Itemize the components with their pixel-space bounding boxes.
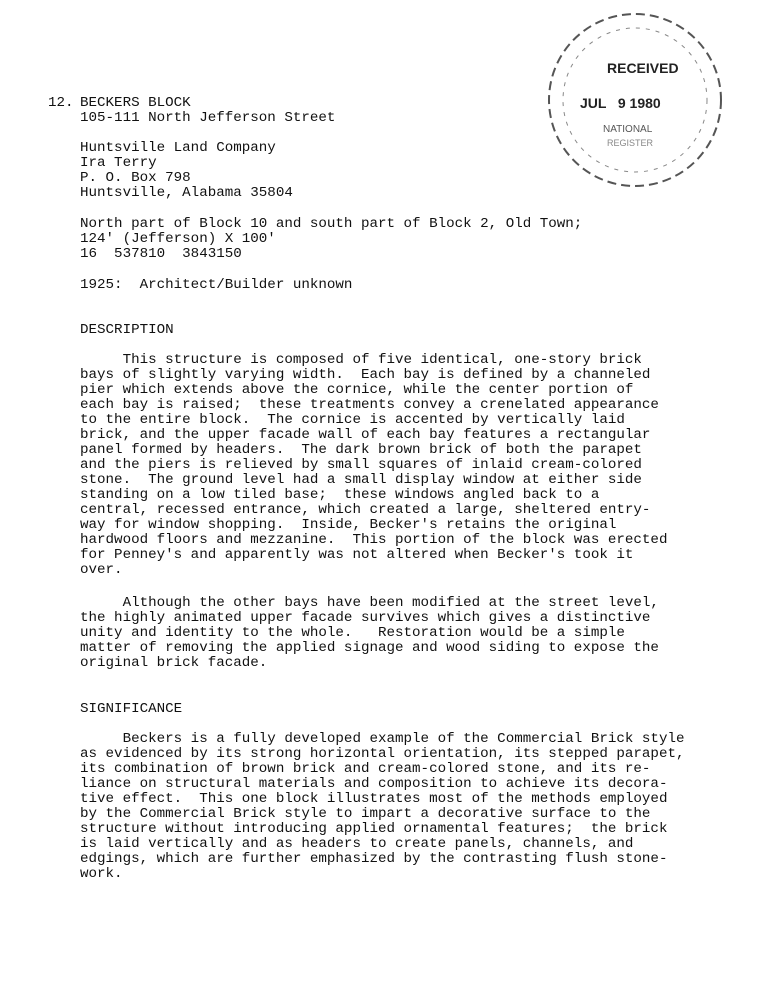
text-line: and the piers is relieved by small squares of inlaid cream-colored [80,457,642,473]
text-line: the highly animated upper facade survives which gives a distinctive [80,610,651,626]
entry-name: BECKERS BLOCK [80,95,191,111]
text-line: to the entire block. The cornice is accented by vertically laid [80,412,625,428]
received-stamp [535,5,735,200]
stamp-date: JUL 9 1980 [580,95,661,111]
owner-line: Ira Terry [80,155,157,171]
description-heading: DESCRIPTION [80,322,174,338]
text-line: work. [80,866,123,882]
text-line: Beckers is a fully developed example of the Commercial Brick style [80,731,685,747]
text-line: This structure is composed of five identical, one-story brick [80,352,642,368]
owner-line: Huntsville Land Company [80,140,276,156]
owner-line: P. O. Box 798 [80,170,191,186]
text-line: panel formed by headers. The dark brown brick of both the parapet [80,442,642,458]
entry-number: 12. [48,95,74,111]
text-line: brick, and the upper facade wall of each bay features a rectangular [80,427,651,443]
stamp-register: REGISTER [607,138,654,148]
text-line: hardwood floors and mezzanine. This portion of the block was erected [80,532,668,548]
text-line: for Penney's and apparently was not altered when Becker's took it [80,547,634,563]
text-line: Although the other bays have been modified at the street level, [80,595,659,611]
text-line: pier which extends above the cornice, while the center portion of [80,382,634,398]
text-line: matter of removing the applied signage and wood siding to expose the [80,640,659,656]
text-line: standing on a low tiled base; these windows angled back to a [80,487,600,503]
text-line: by the Commercial Brick style to impart a decorative surface to the [80,806,651,822]
entry-address: 105-111 North Jefferson Street [80,110,336,126]
text-line: over. [80,562,123,578]
stamp-received: RECEIVED [607,60,679,76]
text-line: as evidenced by its strong horizontal orientation, its stepped parapet, [80,746,685,762]
text-line: central, recessed entrance, which created a large, sheltered entry- [80,502,651,518]
text-line: tive effect. This one block illustrates most of the methods employed [80,791,668,807]
text-line: structure without introducing applied ornamental features; the brick [80,821,668,837]
text-line: original brick facade. [80,655,268,671]
text-line: way for window shopping. Inside, Becker's retains the original [80,517,617,533]
location-line: 124' (Jefferson) X 100' [80,231,276,247]
owner-line: Huntsville, Alabama 35804 [80,185,293,201]
location-line: 16 537810 3843150 [80,246,242,262]
date-line: 1925: Architect/Builder unknown [80,277,353,293]
significance-heading: SIGNIFICANCE [80,701,183,717]
text-line: each bay is raised; these treatments convey a crenelated appearance [80,397,659,413]
text-line: its combination of brown brick and cream-colored stone, and its re- [80,761,651,777]
text-line: is laid vertically and as headers to create panels, channels, and [80,836,634,852]
text-line: bays of slightly varying width. Each bay is defined by a channeled [80,367,651,383]
text-line: edgings, which are further emphasized by the contrasting flush stone- [80,851,668,867]
stamp-national: NATIONAL [603,124,653,135]
text-line: unity and identity to the whole. Restoration would be a simple [80,625,625,641]
text-line: liance on structural materials and composition to achieve its decora- [80,776,668,792]
location-line: North part of Block 10 and south part of Block 2, Old Town; [80,216,583,232]
text-line: stone. The ground level had a small display window at either side [80,472,642,488]
